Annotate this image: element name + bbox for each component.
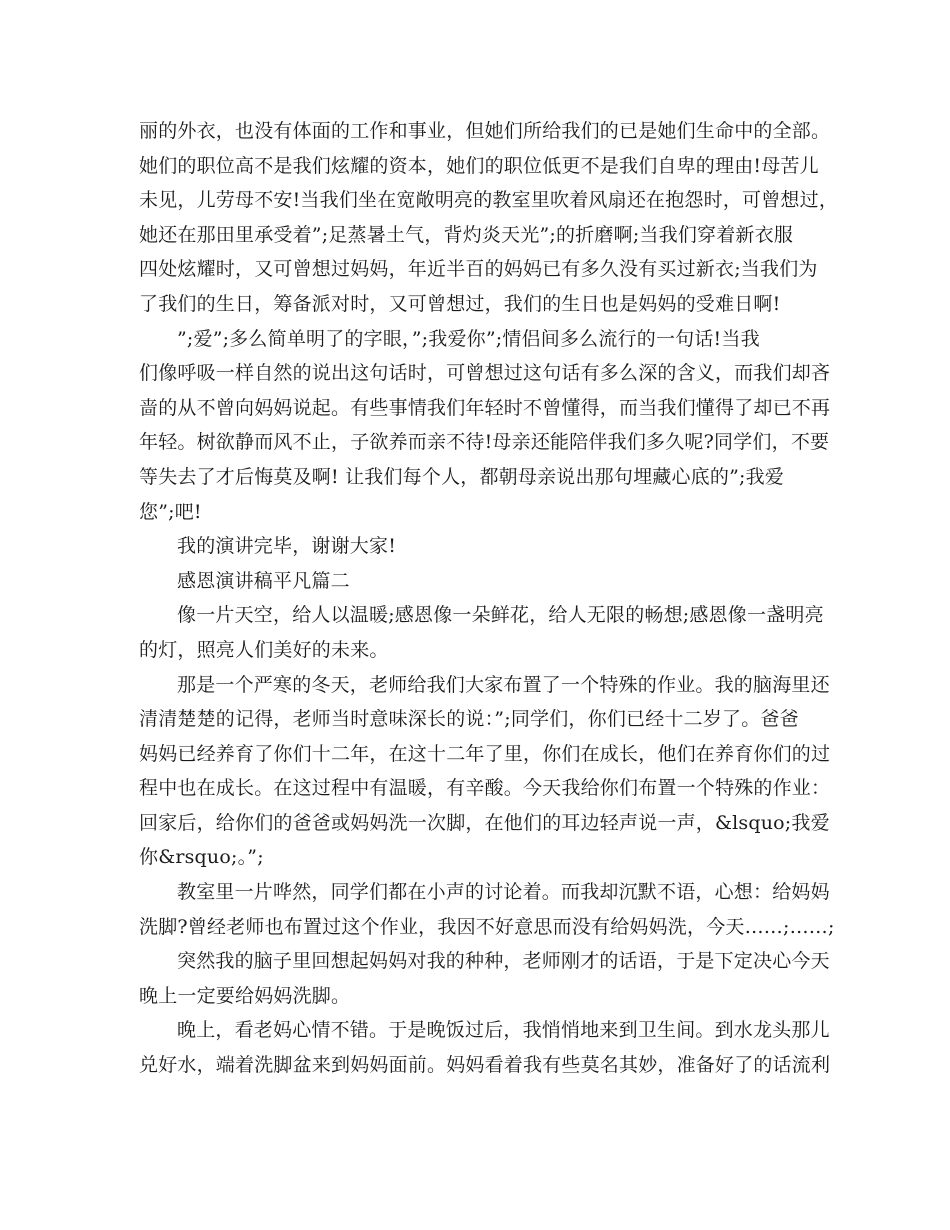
text-line: 像一片天空，给人以温暖;感恩像一朵鲜花，给人无限的畅想;感恩像一盏明亮	[177, 604, 824, 627]
text-line: 她们的职位高不是我们炫耀的资本，她们的职位低更不是我们自卑的理由!母苦儿	[139, 154, 819, 177]
text-line: 那是一个严寒的冬天，老师给我们大家布置了一个特殊的作业。我的脑海里还	[177, 673, 830, 696]
text-line: ”;爱”;多么简单明了的字眼，”;我爱你”;情侣间多么流行的一句话!当我	[177, 327, 760, 350]
text-line: 晚上一定要给妈妈洗脚。	[139, 984, 351, 1007]
text-line: 的灯，照亮人们美好的未来。	[139, 638, 389, 661]
text-line: 我的演讲完毕，谢谢大家!	[177, 535, 397, 558]
text-line: 突然我的脑子里回想起妈妈对我的种种，老师刚才的话语，于是下定决心今天	[177, 950, 830, 973]
text-line: 兑好水，端着洗脚盆来到妈妈面前。妈妈看着我有些莫名其妙，准备好了的话流利	[139, 1054, 831, 1077]
text-line: 丽的外衣，也没有体面的工作和事业，但她们所给我们的已是她们生命中的全部。	[139, 120, 831, 142]
text-line: 妈妈已经养育了你们十二年，在这十二年了里，你们在成长，他们在养育你们的过	[139, 742, 831, 765]
document-body	[139, 114, 839, 1083]
text-line: 回家后，给你们的爸爸或妈妈洗一次脚，在他们的耳边轻声说一声，&lsquo;我爱	[139, 811, 830, 834]
text-line: 未见，儿劳母不安!当我们坐在宽敞明亮的教室里吹着风扇还在抱怨时，可曾想过，	[139, 189, 839, 212]
text-line: 洗脚?曾经老师也布置过这个作业，我因不好意思而没有给妈妈洗，今天……;……;	[139, 915, 835, 938]
text-line: 您”;吧!	[139, 500, 202, 523]
text-line: 了我们的生日，筹备派对时，又可曾想过，我们的生日也是妈妈的受难日啊!	[139, 292, 781, 315]
text-line: 年轻。树欲静而风不止，子欲养而亲不待!母亲还能陪伴我们多久呢?同学们，不要	[139, 431, 830, 454]
text-line: 你&rsquo;。”;	[139, 846, 264, 869]
text-line: 们像呼吸一样自然的说出这句话时，可曾想过这句话有多么深的含义，而我们却吝	[139, 362, 831, 385]
section-heading: 感恩演讲稿平凡篇二	[177, 569, 350, 592]
text-line: 四处炫耀时，又可曾想过妈妈，年近半百的妈妈已有多久没有买过新衣;当我们为	[139, 258, 818, 281]
text-line: 她还在那田里承受着”;足蒸暑土气，背灼炎天光”;的折磨啊;当我们穿着新衣服	[139, 223, 794, 246]
text-line: 清清楚楚的记得，老师当时意味深长的说：”;同学们，你们已经十二岁了。爸爸	[139, 708, 799, 731]
text-line: 啬的从不曾向妈妈说起。有些事情我们年轻时不曾懂得，而当我们懂得了却已不再	[139, 396, 831, 419]
text-line: 教室里一片哗然，同学们都在小声的讨论着。而我却沉默不语，心想：给妈妈	[177, 881, 830, 904]
text-line: 等失去了才后悔莫及啊! 让我们每个人，都朝母亲说出那句埋藏心底的”;我爱	[139, 465, 784, 488]
text-line: 程中也在成长。在这过程中有温暖，有辛酸。今天我给你们布置一个特殊的作业：	[139, 777, 831, 800]
text-line: 晚上，看老妈心情不错。于是晚饭过后，我悄悄地来到卫生间。到水龙头那儿	[177, 1019, 830, 1042]
